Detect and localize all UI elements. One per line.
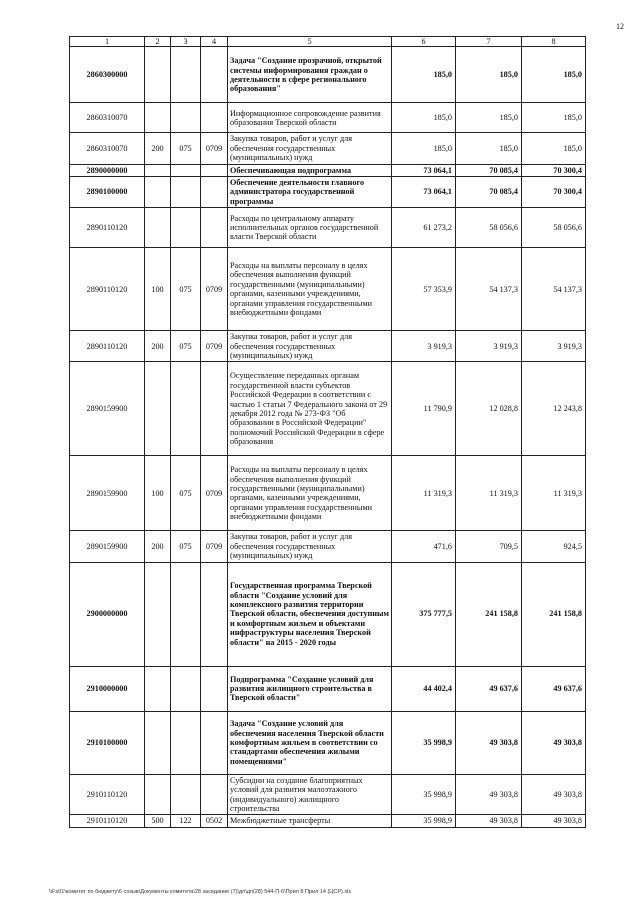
header-cell: 3	[171, 37, 201, 47]
section-cell	[201, 362, 228, 456]
header-cell: 4	[201, 37, 228, 47]
expense-type-cell	[145, 711, 171, 774]
header-cell: 5	[228, 37, 392, 47]
section-cell	[201, 47, 228, 103]
code-cell: 2890100000	[70, 177, 145, 208]
expense-type-cell: 100	[145, 248, 171, 331]
value-2021-cell: 3 919,3	[522, 331, 586, 362]
code-cell: 2900000000	[70, 562, 145, 666]
section-cell	[201, 774, 228, 815]
header-cell: 6	[392, 37, 456, 47]
expense-type-cell	[145, 562, 171, 666]
value-2021-cell: 58 056,6	[522, 208, 586, 248]
name-cell: Межбюджетные трансферты	[228, 815, 392, 827]
value-2021-cell: 49 303,8	[522, 815, 586, 827]
value-2020-cell: 58 056,6	[456, 208, 522, 248]
code-cell: 2860310070	[70, 133, 145, 164]
name-cell: Обеспечение деятельности главного администратора государственной программы	[228, 177, 392, 208]
value-2020-cell: 185,0	[456, 103, 522, 133]
value-2019-cell: 57 353,9	[392, 248, 456, 331]
department-cell	[171, 666, 201, 711]
department-cell	[171, 711, 201, 774]
name-cell: Подпрограмма "Создание условий для развития жилищного строительства в Тверской области"	[228, 666, 392, 711]
budget-table	[69, 36, 586, 828]
department-cell: 075	[171, 248, 201, 331]
value-2021-cell: 49 637,6	[522, 666, 586, 711]
value-2019-cell: 35 998,9	[392, 774, 456, 815]
table-row	[70, 711, 586, 774]
section-cell	[201, 711, 228, 774]
table-row	[70, 164, 586, 176]
code-cell: 2890159900	[70, 362, 145, 456]
value-2019-cell: 3 919,3	[392, 331, 456, 362]
expense-type-cell: 200	[145, 133, 171, 164]
expense-type-cell: 100	[145, 456, 171, 531]
expense-type-cell	[145, 208, 171, 248]
expense-type-cell	[145, 103, 171, 133]
header-cell: 8	[522, 37, 586, 47]
code-cell: 2910110120	[70, 815, 145, 827]
section-cell: 0709	[201, 531, 228, 562]
value-2021-cell: 11 319,3	[522, 456, 586, 531]
value-2019-cell: 35 998,9	[392, 711, 456, 774]
expense-type-cell: 500	[145, 815, 171, 827]
value-2021-cell: 12 243,8	[522, 362, 586, 456]
value-2020-cell: 185,0	[456, 47, 522, 103]
table-row	[70, 456, 586, 531]
table-row	[70, 815, 586, 827]
expense-type-cell	[145, 47, 171, 103]
value-2021-cell: 185,0	[522, 47, 586, 103]
expense-type-cell	[145, 362, 171, 456]
value-2019-cell: 185,0	[392, 103, 456, 133]
table-row	[70, 177, 586, 208]
name-cell: Задача "Создание прозрачной, открытой системы информирования граждан о деятельности в сфере регионального образования"	[228, 47, 392, 103]
department-cell	[171, 362, 201, 456]
code-cell: 2890110120	[70, 248, 145, 331]
department-cell: 075	[171, 456, 201, 531]
department-cell: 075	[171, 531, 201, 562]
file-path-footer: \\Fs01\комитет по бюджету\6 созыв\Документы комитета\28 заседание (7)\дп\дп(28) 544-П-6\Прил 8 Прил 14 (ЦСР).xls	[49, 889, 352, 895]
header-cell: 2	[145, 37, 171, 47]
value-2019-cell: 11 790,9	[392, 362, 456, 456]
value-2020-cell: 12 028,8	[456, 362, 522, 456]
name-cell: Информационное сопровождение развития образования Тверской области	[228, 103, 392, 133]
code-cell: 2890110120	[70, 208, 145, 248]
value-2019-cell: 73 064,1	[392, 164, 456, 176]
value-2020-cell: 54 137,3	[456, 248, 522, 331]
name-cell: Субсидии на создание благоприятных условий для развития малоэтажного (индивидуального) жилищного строительства	[228, 774, 392, 815]
value-2019-cell: 471,6	[392, 531, 456, 562]
value-2020-cell: 49 303,8	[456, 711, 522, 774]
value-2021-cell: 49 303,8	[522, 711, 586, 774]
section-cell	[201, 666, 228, 711]
table-row	[70, 103, 586, 133]
value-2020-cell: 241 158,8	[456, 562, 522, 666]
code-cell: 2910000000	[70, 666, 145, 711]
name-cell: Закупка товаров, работ и услуг для обеспечения государственных (муниципальных) нужд	[228, 133, 392, 164]
expense-type-cell	[145, 666, 171, 711]
name-cell: Закупка товаров, работ и услуг для обеспечения государственных (муниципальных) нужд	[228, 331, 392, 362]
table-row	[70, 362, 586, 456]
name-cell: Обеспечивающая подпрограмма	[228, 164, 392, 176]
department-cell	[171, 103, 201, 133]
department-cell	[171, 774, 201, 815]
name-cell: Расходы на выплаты персоналу в целях обеспечения выполнения функций государственными (муниципальными) органами, казенными учреждениями, органами управления государственными внебюджетными фондами	[228, 248, 392, 331]
value-2020-cell: 3 919,3	[456, 331, 522, 362]
table-row	[70, 562, 586, 666]
department-cell: 122	[171, 815, 201, 827]
name-cell: Осуществление переданных органам государственной власти субъектов Российской Федерации в соответствии с частью 1 статьи 7 Федерального закона от 29 декабря 2012 года № 273-ФЗ "Об образовании в Российской Федерации" полномочий Российской Федерации в сфере образования	[228, 362, 392, 456]
value-2020-cell: 49 637,6	[456, 666, 522, 711]
expense-type-cell: 200	[145, 331, 171, 362]
code-cell: 2890159900	[70, 456, 145, 531]
table-row	[70, 666, 586, 711]
code-cell: 2860310070	[70, 103, 145, 133]
expense-type-cell	[145, 774, 171, 815]
code-cell: 2910110120	[70, 774, 145, 815]
value-2019-cell: 375 777,5	[392, 562, 456, 666]
value-2020-cell: 709,5	[456, 531, 522, 562]
header-cell: 1	[70, 37, 145, 47]
section-cell	[201, 562, 228, 666]
section-cell: 0709	[201, 456, 228, 531]
code-cell: 2890000000	[70, 164, 145, 176]
code-cell: 2910100000	[70, 711, 145, 774]
department-cell: 075	[171, 133, 201, 164]
code-cell: 2890110120	[70, 331, 145, 362]
expense-type-cell	[145, 177, 171, 208]
value-2021-cell: 185,0	[522, 103, 586, 133]
code-cell: 2890159900	[70, 531, 145, 562]
department-cell	[171, 562, 201, 666]
name-cell: Расходы по центральному аппарату исполнительных органов государственной власти Тверской области	[228, 208, 392, 248]
value-2021-cell: 49 303,8	[522, 774, 586, 815]
value-2019-cell: 185,0	[392, 47, 456, 103]
section-cell: 0502	[201, 815, 228, 827]
value-2019-cell: 44 402,4	[392, 666, 456, 711]
name-cell: Задача "Создание условий для обеспечения населения Тверской области комфортным жильем в соответствии со стандартами обеспечения жилыми помещениями"	[228, 711, 392, 774]
department-cell: 075	[171, 331, 201, 362]
value-2020-cell: 49 303,8	[456, 774, 522, 815]
name-cell: Государственная программа Тверской области "Создание условий для комплексного развития территории Тверской области, обеспечения доступным и комфортным жильем и объектами инфраструктуры населения Тверской области" на 2015 - 2020 годы	[228, 562, 392, 666]
value-2020-cell: 49 303,8	[456, 815, 522, 827]
value-2019-cell: 11 319,3	[392, 456, 456, 531]
name-cell: Расходы на выплаты персоналу в целях обеспечения выполнения функций государственными (муниципальными) органами, казенными учреждениями, органами управления государственными внебюджетными фондами	[228, 456, 392, 531]
header-cell: 7	[456, 37, 522, 47]
section-cell: 0709	[201, 133, 228, 164]
section-cell	[201, 177, 228, 208]
name-cell: Закупка товаров, работ и услуг для обеспечения государственных (муниципальных) нужд	[228, 531, 392, 562]
value-2020-cell: 11 319,3	[456, 456, 522, 531]
value-2020-cell: 185,0	[456, 133, 522, 164]
expense-type-cell	[145, 164, 171, 176]
department-cell	[171, 164, 201, 176]
section-cell	[201, 208, 228, 248]
section-cell	[201, 164, 228, 176]
value-2019-cell: 73 064,1	[392, 177, 456, 208]
department-cell	[171, 177, 201, 208]
department-cell	[171, 208, 201, 248]
department-cell	[171, 47, 201, 103]
value-2019-cell: 61 273,2	[392, 208, 456, 248]
table-row	[70, 331, 586, 362]
value-2021-cell: 70 300,4	[522, 177, 586, 208]
table-row	[70, 47, 586, 103]
expense-type-cell: 200	[145, 531, 171, 562]
header-row	[70, 37, 586, 47]
value-2020-cell: 70 085,4	[456, 177, 522, 208]
section-cell: 0709	[201, 331, 228, 362]
value-2019-cell: 185,0	[392, 133, 456, 164]
section-cell: 0709	[201, 248, 228, 331]
value-2020-cell: 70 085,4	[456, 164, 522, 176]
table-row	[70, 133, 586, 164]
value-2021-cell: 241 158,8	[522, 562, 586, 666]
value-2021-cell: 924,5	[522, 531, 586, 562]
table-row	[70, 248, 586, 331]
value-2021-cell: 70 300,4	[522, 164, 586, 176]
value-2021-cell: 185,0	[522, 133, 586, 164]
value-2019-cell: 35 998,9	[392, 815, 456, 827]
table-row	[70, 774, 586, 815]
page-number: 12	[616, 22, 624, 31]
table-row	[70, 531, 586, 562]
value-2021-cell: 54 137,3	[522, 248, 586, 331]
code-cell: 2860300000	[70, 47, 145, 103]
table-row	[70, 208, 586, 248]
section-cell	[201, 103, 228, 133]
